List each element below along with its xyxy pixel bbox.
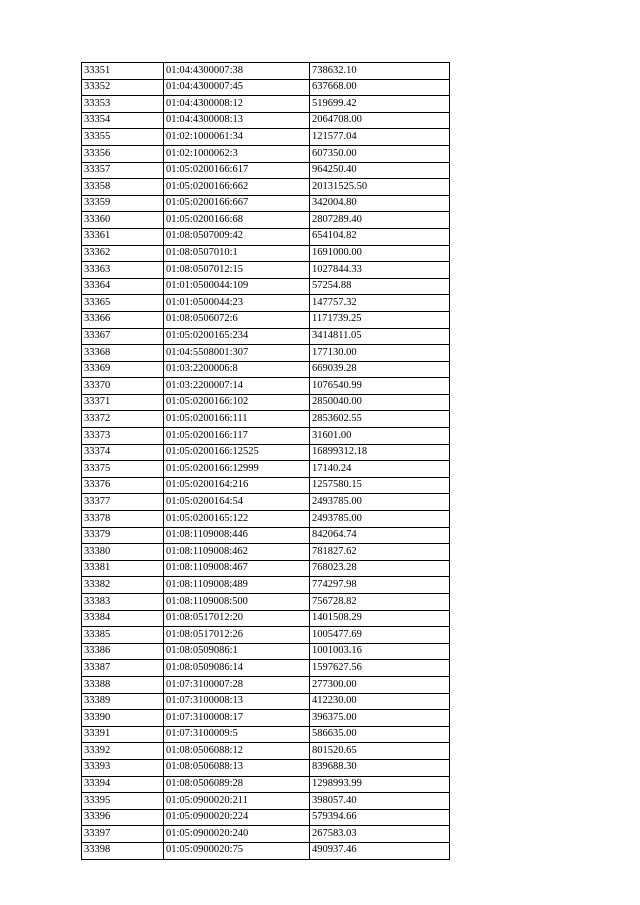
value-cell: 16899312.18 xyxy=(310,444,450,461)
value-cell: 1298993.99 xyxy=(310,776,450,793)
value-cell: 1257580.15 xyxy=(310,477,450,494)
row-number-cell: 33376 xyxy=(82,477,164,494)
cadastral-number-cell: 01:08:0506088:13 xyxy=(164,759,310,776)
cadastral-number-cell: 01:05:0900020:240 xyxy=(164,826,310,843)
row-number-cell: 33371 xyxy=(82,394,164,411)
row-number-cell: 33356 xyxy=(82,145,164,162)
cadastral-number-cell: 01:04:4300008:12 xyxy=(164,96,310,113)
table-row xyxy=(82,444,450,461)
cadastral-number-cell: 01:05:0900020:211 xyxy=(164,793,310,810)
table-row xyxy=(82,361,450,378)
table-row xyxy=(82,212,450,229)
value-cell: 17140.24 xyxy=(310,461,450,478)
value-cell: 1027844.33 xyxy=(310,262,450,279)
value-cell: 607350.00 xyxy=(310,145,450,162)
value-cell: 2850040.00 xyxy=(310,394,450,411)
value-cell: 2807289.40 xyxy=(310,212,450,229)
value-cell: 2064708.00 xyxy=(310,112,450,129)
row-number-cell: 33361 xyxy=(82,228,164,245)
table-body xyxy=(82,63,450,860)
row-number-cell: 33379 xyxy=(82,527,164,544)
value-cell: 637668.00 xyxy=(310,79,450,96)
row-number-cell: 33397 xyxy=(82,826,164,843)
table-row xyxy=(82,809,450,826)
table-row xyxy=(82,560,450,577)
cadastral-number-cell: 01:05:0200166:111 xyxy=(164,411,310,428)
table-row xyxy=(82,345,450,362)
row-number-cell: 33396 xyxy=(82,809,164,826)
table-row xyxy=(82,79,450,96)
row-number-cell: 33393 xyxy=(82,759,164,776)
value-cell: 121577.04 xyxy=(310,129,450,146)
row-number-cell: 33373 xyxy=(82,428,164,445)
cadastral-number-cell: 01:08:1109008:467 xyxy=(164,560,310,577)
value-cell: 177130.00 xyxy=(310,345,450,362)
table-row xyxy=(82,826,450,843)
row-number-cell: 33398 xyxy=(82,842,164,859)
cadastral-number-cell: 01:04:4300007:38 xyxy=(164,63,310,80)
table-row xyxy=(82,676,450,693)
row-number-cell: 33353 xyxy=(82,96,164,113)
table-row xyxy=(82,228,450,245)
value-cell: 1171739.25 xyxy=(310,311,450,328)
row-number-cell: 33355 xyxy=(82,129,164,146)
table-row xyxy=(82,710,450,727)
value-cell: 3414811.05 xyxy=(310,328,450,345)
cadastral-number-cell: 01:08:1109008:446 xyxy=(164,527,310,544)
row-number-cell: 33384 xyxy=(82,610,164,627)
cadastral-number-cell: 01:08:0509086:1 xyxy=(164,643,310,660)
row-number-cell: 33381 xyxy=(82,560,164,577)
cadastral-number-cell: 01:03:2200007:14 xyxy=(164,378,310,395)
cadastral-number-cell: 01:05:0200166:102 xyxy=(164,394,310,411)
row-number-cell: 33383 xyxy=(82,594,164,611)
value-cell: 738632.10 xyxy=(310,63,450,80)
table-row xyxy=(82,743,450,760)
row-number-cell: 33390 xyxy=(82,710,164,727)
row-number-cell: 33357 xyxy=(82,162,164,179)
value-cell: 964250.40 xyxy=(310,162,450,179)
table-row xyxy=(82,776,450,793)
cadastral-number-cell: 01:05:0200165:122 xyxy=(164,511,310,528)
cadastral-number-cell: 01:05:0200166:12525 xyxy=(164,444,310,461)
table-row xyxy=(82,195,450,212)
row-number-cell: 33375 xyxy=(82,461,164,478)
row-number-cell: 33385 xyxy=(82,627,164,644)
table-row xyxy=(82,610,450,627)
row-number-cell: 33360 xyxy=(82,212,164,229)
value-cell: 774297.98 xyxy=(310,577,450,594)
cadastral-number-cell: 01:05:0200166:12999 xyxy=(164,461,310,478)
cadastral-number-cell: 01:08:0506072:6 xyxy=(164,311,310,328)
value-cell: 1005477.69 xyxy=(310,627,450,644)
cadastral-number-cell: 01:08:0517012:20 xyxy=(164,610,310,627)
data-table xyxy=(81,62,450,860)
table-row xyxy=(82,577,450,594)
table-row xyxy=(82,594,450,611)
value-cell: 768023.28 xyxy=(310,560,450,577)
cadastral-number-cell: 01:03:2200006:8 xyxy=(164,361,310,378)
value-cell: 1076540.99 xyxy=(310,378,450,395)
table-row xyxy=(82,112,450,129)
value-cell: 412230.00 xyxy=(310,693,450,710)
row-number-cell: 33365 xyxy=(82,295,164,312)
value-cell: 398057.40 xyxy=(310,793,450,810)
row-number-cell: 33389 xyxy=(82,693,164,710)
value-cell: 654104.82 xyxy=(310,228,450,245)
cadastral-number-cell: 01:08:0506088:12 xyxy=(164,743,310,760)
cadastral-number-cell: 01:08:0507009:42 xyxy=(164,228,310,245)
row-number-cell: 33377 xyxy=(82,494,164,511)
cadastral-number-cell: 01:08:1109008:462 xyxy=(164,544,310,561)
row-number-cell: 33359 xyxy=(82,195,164,212)
table-row xyxy=(82,394,450,411)
value-cell: 781827.62 xyxy=(310,544,450,561)
table-row xyxy=(82,793,450,810)
value-cell: 267583.03 xyxy=(310,826,450,843)
table-row xyxy=(82,295,450,312)
cadastral-number-cell: 01:02:1000062:3 xyxy=(164,145,310,162)
cadastral-number-cell: 01:08:0517012:26 xyxy=(164,627,310,644)
cadastral-number-cell: 01:05:0200166:117 xyxy=(164,428,310,445)
table-row xyxy=(82,693,450,710)
row-number-cell: 33386 xyxy=(82,643,164,660)
value-cell: 396375.00 xyxy=(310,710,450,727)
cadastral-number-cell: 01:07:3100007:28 xyxy=(164,676,310,693)
table-row xyxy=(82,245,450,262)
value-cell: 801520.65 xyxy=(310,743,450,760)
value-cell: 1597627.56 xyxy=(310,660,450,677)
value-cell: 2493785.00 xyxy=(310,494,450,511)
cadastral-number-cell: 01:04:5508001:307 xyxy=(164,345,310,362)
value-cell: 342004.80 xyxy=(310,195,450,212)
table-row xyxy=(82,461,450,478)
table-row xyxy=(82,643,450,660)
cadastral-number-cell: 01:05:0200166:667 xyxy=(164,195,310,212)
table-row xyxy=(82,278,450,295)
cadastral-number-cell: 01:08:1109008:500 xyxy=(164,594,310,611)
table-row xyxy=(82,627,450,644)
value-cell: 842064.74 xyxy=(310,527,450,544)
value-cell: 2493785.00 xyxy=(310,511,450,528)
value-cell: 31601.00 xyxy=(310,428,450,445)
row-number-cell: 33395 xyxy=(82,793,164,810)
value-cell: 1001003.16 xyxy=(310,643,450,660)
row-number-cell: 33380 xyxy=(82,544,164,561)
table-row xyxy=(82,759,450,776)
row-number-cell: 33368 xyxy=(82,345,164,362)
table-row xyxy=(82,311,450,328)
row-number-cell: 33391 xyxy=(82,726,164,743)
row-number-cell: 33358 xyxy=(82,179,164,196)
row-number-cell: 33394 xyxy=(82,776,164,793)
cadastral-number-cell: 01:08:0507010:1 xyxy=(164,245,310,262)
table-row xyxy=(82,262,450,279)
value-cell: 147757.32 xyxy=(310,295,450,312)
value-cell: 20131525.50 xyxy=(310,179,450,196)
table-row xyxy=(82,411,450,428)
row-number-cell: 33387 xyxy=(82,660,164,677)
cadastral-number-cell: 01:07:3100008:13 xyxy=(164,693,310,710)
table-row xyxy=(82,511,450,528)
row-number-cell: 33378 xyxy=(82,511,164,528)
value-cell: 57254.88 xyxy=(310,278,450,295)
row-number-cell: 33363 xyxy=(82,262,164,279)
cadastral-number-cell: 01:08:0507012:15 xyxy=(164,262,310,279)
row-number-cell: 33369 xyxy=(82,361,164,378)
value-cell: 2853602.55 xyxy=(310,411,450,428)
row-number-cell: 33352 xyxy=(82,79,164,96)
table-row xyxy=(82,726,450,743)
table-row xyxy=(82,179,450,196)
row-number-cell: 33374 xyxy=(82,444,164,461)
value-cell: 669039.28 xyxy=(310,361,450,378)
row-number-cell: 33354 xyxy=(82,112,164,129)
cadastral-number-cell: 01:05:0200164:54 xyxy=(164,494,310,511)
value-cell: 839688.30 xyxy=(310,759,450,776)
value-cell: 579394.66 xyxy=(310,809,450,826)
table-row xyxy=(82,145,450,162)
cadastral-number-cell: 01:05:0200166:662 xyxy=(164,179,310,196)
value-cell: 756728.82 xyxy=(310,594,450,611)
cadastral-number-cell: 01:01:0500044:23 xyxy=(164,295,310,312)
cadastral-number-cell: 01:05:0200165:234 xyxy=(164,328,310,345)
cadastral-number-cell: 01:05:0200166:68 xyxy=(164,212,310,229)
row-number-cell: 33364 xyxy=(82,278,164,295)
row-number-cell: 33382 xyxy=(82,577,164,594)
cadastral-number-cell: 01:05:0900020:224 xyxy=(164,809,310,826)
cadastral-number-cell: 01:02:1000061:34 xyxy=(164,129,310,146)
row-number-cell: 33367 xyxy=(82,328,164,345)
cadastral-number-cell: 01:05:0200166:617 xyxy=(164,162,310,179)
row-number-cell: 33388 xyxy=(82,676,164,693)
table-row xyxy=(82,494,450,511)
cadastral-number-cell: 01:05:0900020:75 xyxy=(164,842,310,859)
row-number-cell: 33362 xyxy=(82,245,164,262)
table-row xyxy=(82,129,450,146)
value-cell: 1401508.29 xyxy=(310,610,450,627)
table-row xyxy=(82,477,450,494)
table-row xyxy=(82,162,450,179)
table-row xyxy=(82,544,450,561)
table-row xyxy=(82,842,450,859)
cadastral-number-cell: 01:07:3100009:5 xyxy=(164,726,310,743)
value-cell: 490937.46 xyxy=(310,842,450,859)
table-row xyxy=(82,63,450,80)
table-row xyxy=(82,328,450,345)
table-row xyxy=(82,660,450,677)
row-number-cell: 33372 xyxy=(82,411,164,428)
value-cell: 277300.00 xyxy=(310,676,450,693)
row-number-cell: 33370 xyxy=(82,378,164,395)
cadastral-number-cell: 01:08:0506089:28 xyxy=(164,776,310,793)
cadastral-number-cell: 01:04:4300007:45 xyxy=(164,79,310,96)
cadastral-number-cell: 01:08:0509086:14 xyxy=(164,660,310,677)
table-row xyxy=(82,96,450,113)
row-number-cell: 33392 xyxy=(82,743,164,760)
cadastral-number-cell: 01:05:0200164:216 xyxy=(164,477,310,494)
row-number-cell: 33351 xyxy=(82,63,164,80)
cadastral-number-cell: 01:01:0500044:109 xyxy=(164,278,310,295)
cadastral-number-cell: 01:07:3100008:17 xyxy=(164,710,310,727)
cadastral-number-cell: 01:04:4300008:13 xyxy=(164,112,310,129)
table-row xyxy=(82,428,450,445)
table-row xyxy=(82,527,450,544)
value-cell: 1691000.00 xyxy=(310,245,450,262)
value-cell: 586635.00 xyxy=(310,726,450,743)
value-cell: 519699.42 xyxy=(310,96,450,113)
table-row xyxy=(82,378,450,395)
cadastral-number-cell: 01:08:1109008:489 xyxy=(164,577,310,594)
row-number-cell: 33366 xyxy=(82,311,164,328)
